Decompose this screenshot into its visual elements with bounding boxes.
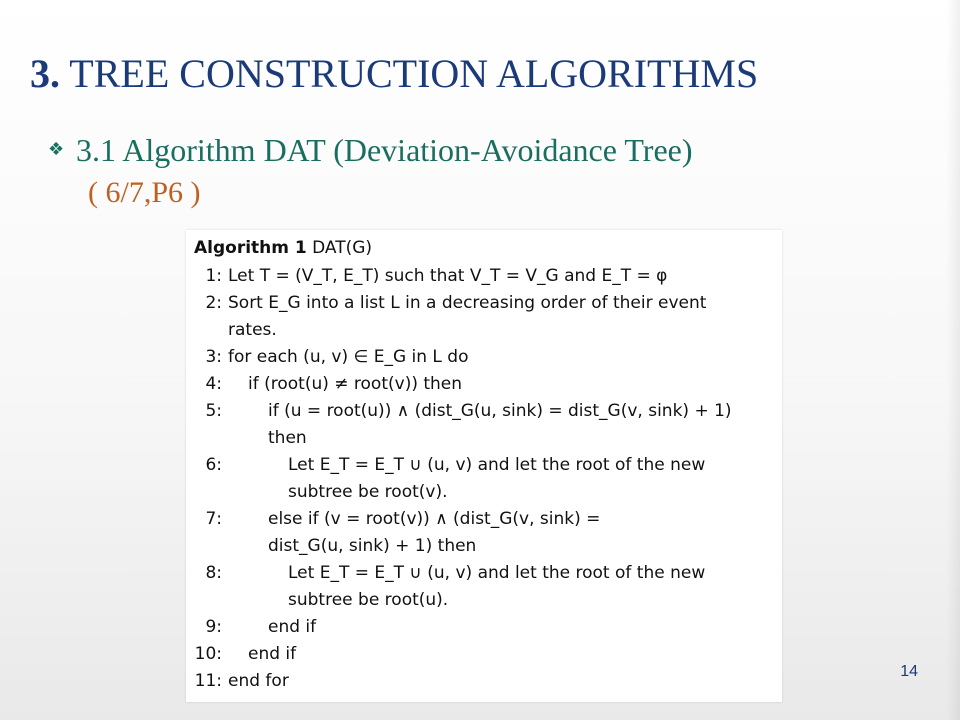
algorithm-line: 8: Let E_T = E_T ∪ (u, v) and let the root of the new bbox=[205, 563, 706, 583]
algorithm-line: subtree be root(u). bbox=[288, 590, 449, 610]
slide-edge-shadow bbox=[946, 0, 960, 720]
diamond-bullet-icon: ❖ bbox=[48, 139, 65, 160]
algorithm-line: 11: end for bbox=[194, 671, 289, 691]
algorithm-label: Algorithm 1 bbox=[194, 238, 307, 258]
algorithm-line: 9: end if bbox=[205, 617, 317, 637]
algorithm-line: 4: if (root(u) ≠ root(v)) then bbox=[205, 374, 463, 394]
algorithm-title bbox=[194, 238, 372, 258]
algorithm-line: 7: else if (v = root(v)) ∧ (dist_G(v, sink) = bbox=[205, 509, 601, 529]
algorithm-line: 2: Sort E_G into a list L in a decreasing order of their event bbox=[205, 293, 707, 313]
algorithm-line: 3: for each (u, v) ∈ E_G in L do bbox=[205, 347, 469, 367]
algorithm-line: 5: if (u = root(u)) ∧ (dist_G(u, sink) = dist_G(v, sink) + 1) bbox=[205, 401, 732, 421]
algorithm-line: then bbox=[268, 428, 307, 448]
bullet-text: 3.1 Algorithm DAT (Deviation-Avoidance Tree) bbox=[76, 132, 693, 168]
page-number: 14 bbox=[900, 663, 918, 680]
reference-text: ( 6/7,P6 ) bbox=[88, 176, 201, 209]
algorithm-name: DAT(G) bbox=[312, 238, 373, 258]
title-number: 3. bbox=[30, 51, 60, 96]
slide-title bbox=[30, 50, 758, 97]
algorithm-line: dist_G(u, sink) + 1) then bbox=[268, 536, 477, 556]
algorithm-line: 10: end if bbox=[194, 644, 297, 664]
title-text: TREE CONSTRUCTION ALGORITHMS bbox=[69, 51, 759, 96]
algorithm-line: 6: Let E_T = E_T ∪ (u, v) and let the root of the new bbox=[205, 455, 706, 475]
algorithm-image bbox=[186, 230, 782, 702]
algorithm-line: 1: Let T = (V_T, E_T) such that V_T = V_G and E_T = φ bbox=[205, 266, 668, 286]
algorithm-line: subtree be root(v). bbox=[288, 482, 448, 502]
algorithm-line: rates. bbox=[228, 320, 277, 340]
